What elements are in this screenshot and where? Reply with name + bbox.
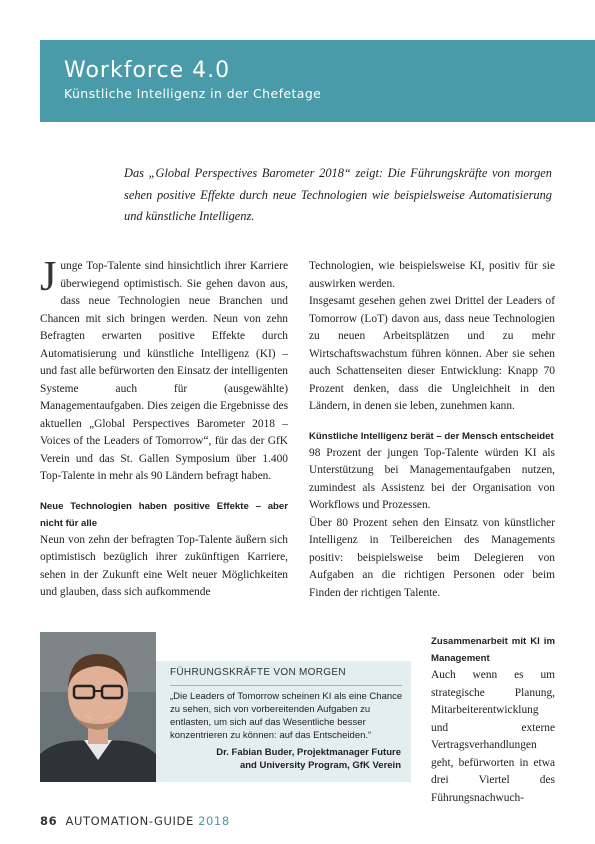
lead-paragraph: Das „Global Perspectives Barometer 2018“ zeigt: Die Führungskräfte von morgen sehen positive Effekte durch neue Technologien wie beispielsweise Automatisierung und künstliche Intelligenz.	[124, 166, 552, 223]
quote-divider	[170, 685, 402, 686]
paragraph: 98 Prozent der jungen Top-Talente würden KI als Unterstützung bei Managementaufgaben nutzen, zumindest als Assistenz bei der Organisation von Workflows und Prozessen.	[309, 446, 555, 511]
intro-paragraph	[40, 254, 288, 486]
intro-text: unge Top-Talente sind hinsichtlich ihrer Karriere überwiegend optimistisch. Sie gehen davon aus, dass neue Technologien neue Branchen und Chancen mit sich bringen werden. Neun von zehn Befragten erwarten positive Effekte durch Automatisierung und künstliche Intelligenz (KI) – und fast alle befürworten den Einsatz der intelligenten Systeme auch für (ausgewählte) Managementaufgaben. Dies zeigen die Ergebnisse des aktuellen „Global Perspectives Barometer 2018 – Voices of the Leaders of Tomorrow“, für das der GfK Verein und das St. Gallen Symposium über 1.400 Top-Talente in mehr als 90 Ländern befragt haben.	[40, 260, 288, 482]
portrait-photo	[40, 632, 156, 782]
section-heading-ki-beraet: Künstliche Intelligenz berät – der Mensch entscheidet	[309, 430, 554, 442]
quote-author-line: and University Program, GfK Verein	[239, 760, 401, 771]
page-footer	[40, 814, 230, 828]
quote-heading: FÜHRUNGSKRÄFTE VON MORGEN	[170, 667, 346, 678]
drop-cap: J	[40, 254, 57, 300]
publication-title: AUTOMATION-GUIDE	[65, 814, 194, 828]
header-banner	[40, 40, 595, 122]
paragraph: Neun von zehn der befragten Top-Talente äußern sich optimistisch bezüglich ihrer zukünftigen Karriere, sehen in der Zukunft eine Welt neuer Möglichkeiten und glauben, dass sich aufkommende	[40, 533, 288, 598]
paragraph: Technologien, wie beispielsweise KI, positiv für sie auswirken werden.	[309, 260, 555, 290]
column-1	[40, 254, 288, 602]
paragraph: Auch wenn es um strategische Planung, Mitarbeiterentwicklung und externe Vertragsverhandlungen geht, befürworten in etwa drei Viertel des Führungsnachwuch-	[431, 669, 555, 804]
column-2	[309, 258, 555, 602]
publication-year: 2018	[198, 814, 230, 828]
section-heading-technologies: Neue Technologien haben positive Effekte – aber nicht für alle	[40, 500, 288, 529]
portrait-image	[40, 632, 156, 782]
paragraph: Über 80 Prozent sehen den Einsatz von künstlicher Intelligenz in Teilbereichen des Managements positiv: beispielsweise beim Delegieren von Aufgaben an die richtigen Personen oder beim Finden der richtigen Talente.	[309, 516, 555, 599]
section-heading-zusammenarbeit: Zusammenarbeit mit KI im Management	[431, 636, 555, 664]
article-title: Workforce 4.0	[64, 58, 231, 83]
quote-author-line: Dr. Fabian Buder, Projektmanager Future	[216, 747, 401, 758]
paragraph: Insgesamt gesehen gehen zwei Drittel der Leaders of Tomorrow (LoT) davon aus, dass neue Technologien zu neuen Arbeitsplätzen und zu mehr Wirtschaftswachstum führen können. Aber sie sehen auch Schattenseiten dieser Entwicklung: Knapp 70 Prozent denken, dass die Ungleichheit in den Ländern, in denen sie leben, zunehmen kann.	[309, 295, 555, 412]
article-subtitle: Künstliche Intelligenz in der Chefetage	[64, 86, 322, 101]
page-number: 86	[40, 814, 58, 828]
quote-text: „Die Leaders of Tomorrow scheinen KI als eine Chance zu sehen, sich von vorbereitenden Aufgaben zu entlasten, um sich auf das Wesentliche besser konzentrieren zu können: auf das Entscheiden.“	[170, 691, 403, 741]
quote-author	[161, 746, 401, 772]
column-3	[431, 633, 555, 807]
quote-box	[156, 661, 411, 782]
